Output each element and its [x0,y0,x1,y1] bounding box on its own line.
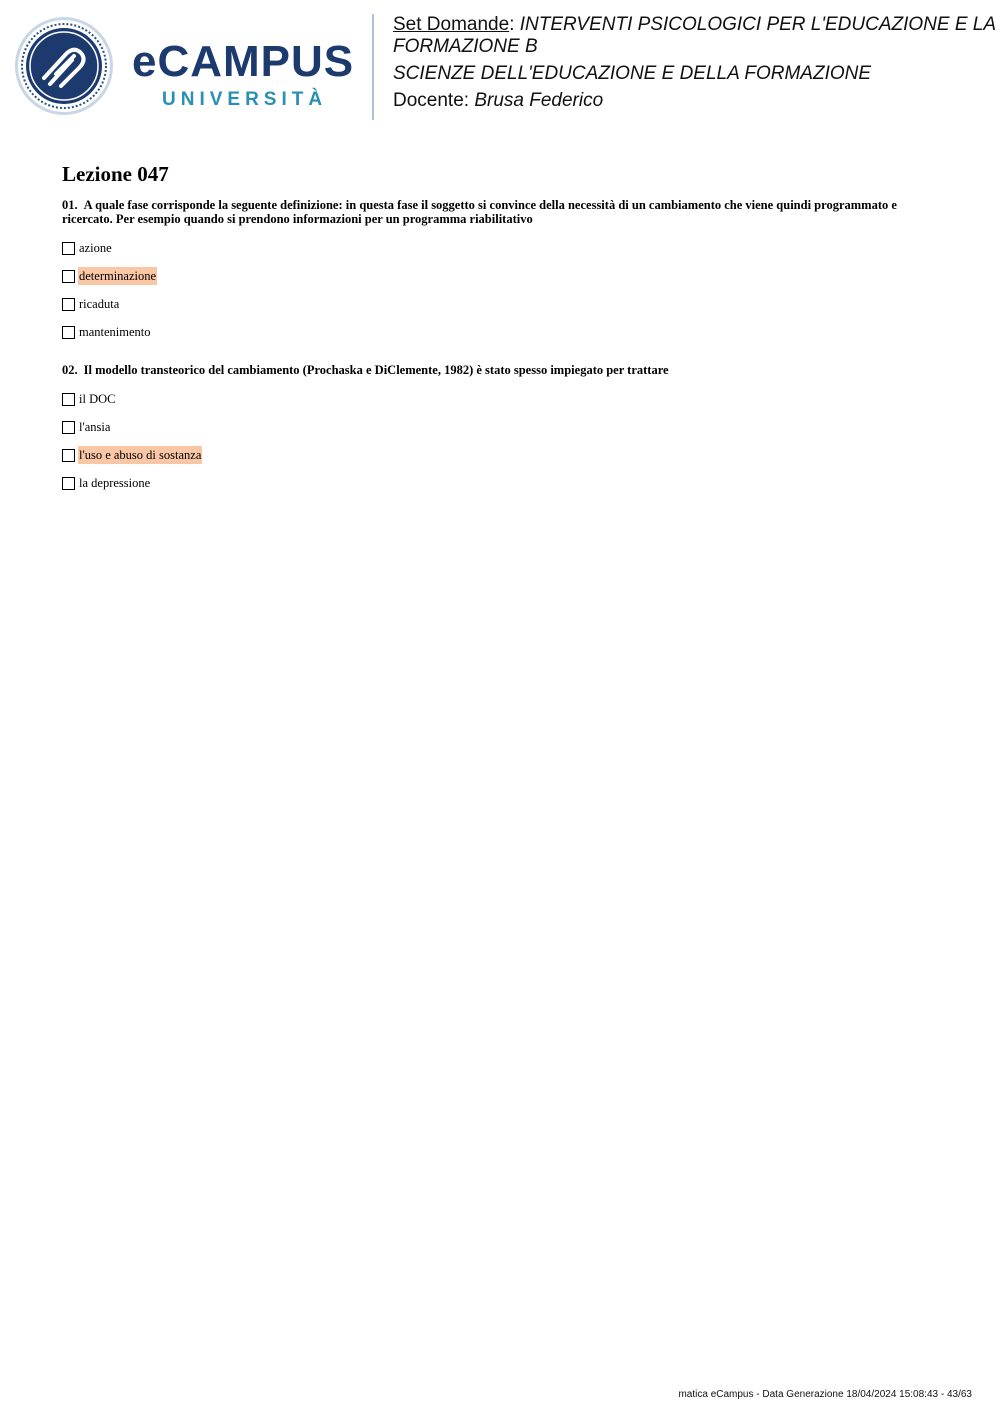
answer-label: il DOC [79,392,116,406]
set-domande-label: Set Domande [393,14,510,35]
answer-label: la depressione [79,476,151,490]
question-number: 01. [62,198,78,212]
logo-wordmark: eCAMPUS [132,37,355,86]
question-text [62,363,932,377]
header-divider [372,14,374,120]
answer-option-correct[interactable] [62,266,932,286]
docente-label: Docente: [393,90,475,111]
answer-checkbox[interactable] [62,242,75,255]
answer-checkbox[interactable] [62,421,75,434]
answer-checkbox[interactable] [62,449,75,462]
set-title: INTERVENTI PSICOLOGICI PER L'EDUCAZIONE E LA FORMAZIONE B [393,14,996,57]
question-block [62,198,932,350]
logo-subtitle: UNIVERSITÀ [162,89,328,110]
answer-checkbox[interactable] [62,477,75,490]
answer-label: l'ansia [79,420,111,434]
question-body: Il modello transteorico del cambiamento (Prochaska e DiClemente, 1982) è stato spesso impiegato per trattare [83,363,669,377]
lesson-title: Lezione 047 [62,162,169,186]
answer-option[interactable] [62,473,932,493]
question-block [62,363,932,501]
answer-option[interactable] [62,238,932,258]
answer-checkbox[interactable] [62,298,75,311]
university-seal-icon [14,16,114,116]
answer-checkbox[interactable] [62,270,75,283]
answer-option[interactable] [62,294,932,314]
question-body: A quale fase corrisponde la seguente definizione: in questa fase il soggetto si convince della necessità di un cambiamento che viene quindi programmato e ricercato. Per esempio quando si prendono informazioni per un programma riabilitativo [62,198,897,226]
answer-option[interactable] [62,322,932,342]
question-number: 02. [62,363,78,377]
answer-checkbox[interactable] [62,326,75,339]
docente-name: Brusa Federico [474,90,604,111]
answer-checkbox[interactable] [62,393,75,406]
answer-option[interactable] [62,417,932,437]
answer-label: ricaduta [79,297,120,311]
document-header [393,14,998,112]
answer-option[interactable] [62,389,932,409]
set-separator: : [509,14,520,35]
answer-label-highlighted: determinazione [79,269,157,283]
docente-line [393,90,998,112]
answer-label: mantenimento [79,325,151,339]
course-name: SCIENZE DELL'EDUCAZIONE E DELLA FORMAZIONE [393,63,872,84]
set-domande-line [393,14,998,58]
question-text [62,198,932,226]
answer-label-highlighted: l'uso e abuso di sostanza [79,448,202,462]
page-footer: matica eCampus - Data Generazione 18/04/2024 15:08:43 - 43/63 [678,1389,972,1400]
answer-label: azione [79,241,112,255]
answer-option-correct[interactable] [62,445,932,465]
